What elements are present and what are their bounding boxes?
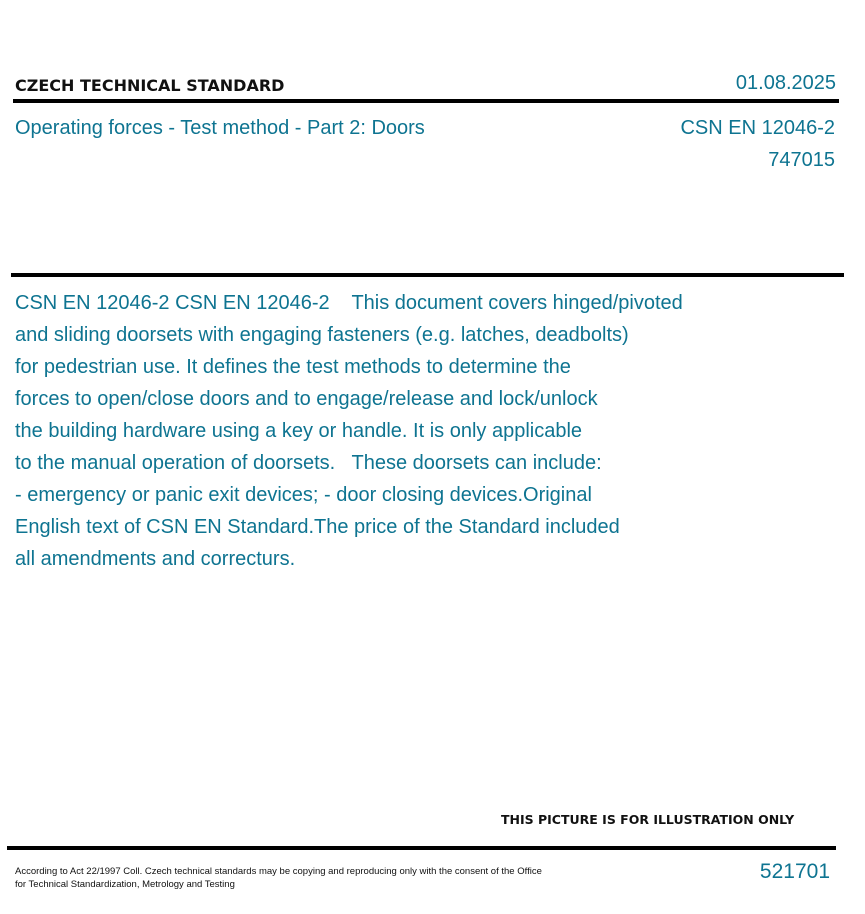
- description-line: English text of CSN EN Standard.The price of the Standard included: [15, 516, 620, 538]
- standard-type-heading: CZECH TECHNICAL STANDARD: [15, 76, 285, 95]
- footer-document-number: 521701: [759, 860, 830, 883]
- description-line: to the manual operation of doorsets. These doorsets can include:: [15, 452, 602, 474]
- illustration-notice: THIS PICTURE IS FOR ILLUSTRATION ONLY: [501, 812, 795, 827]
- description-line: - emergency or panic exit devices; - door closing devices.Original: [15, 484, 592, 506]
- section-divider: [11, 273, 844, 277]
- header-divider: [13, 99, 839, 103]
- publication-date: 01.08.2025: [735, 72, 836, 94]
- legal-notice-line: According to Act 22/1997 Coll. Czech technical standards may be copying and reproducing only with the consent of the Office: [15, 866, 542, 877]
- document-title: Operating forces - Test method - Part 2: Doors: [15, 117, 425, 139]
- description-line: for pedestrian use. It defines the test methods to determine the: [15, 356, 571, 378]
- standard-code: CSN EN 12046-2: [680, 117, 835, 139]
- catalog-number: 747015: [768, 149, 835, 171]
- legal-notice: [15, 865, 615, 891]
- document-description: [15, 287, 755, 575]
- description-line: and sliding doorsets with engaging fasteners (e.g. latches, deadbolts): [15, 324, 629, 346]
- description-line: the building hardware using a key or handle. It is only applicable: [15, 420, 583, 442]
- legal-notice-line: for Technical Standardization, Metrology and Testing: [15, 879, 235, 890]
- description-line: CSN EN 12046-2 CSN EN 12046-2 This document covers hinged/pivoted: [15, 292, 683, 314]
- description-line: all amendments and correcturs.: [15, 548, 296, 570]
- description-line: forces to open/close doors and to engage/release and lock/unlock: [15, 388, 598, 410]
- footer-divider: [7, 846, 836, 850]
